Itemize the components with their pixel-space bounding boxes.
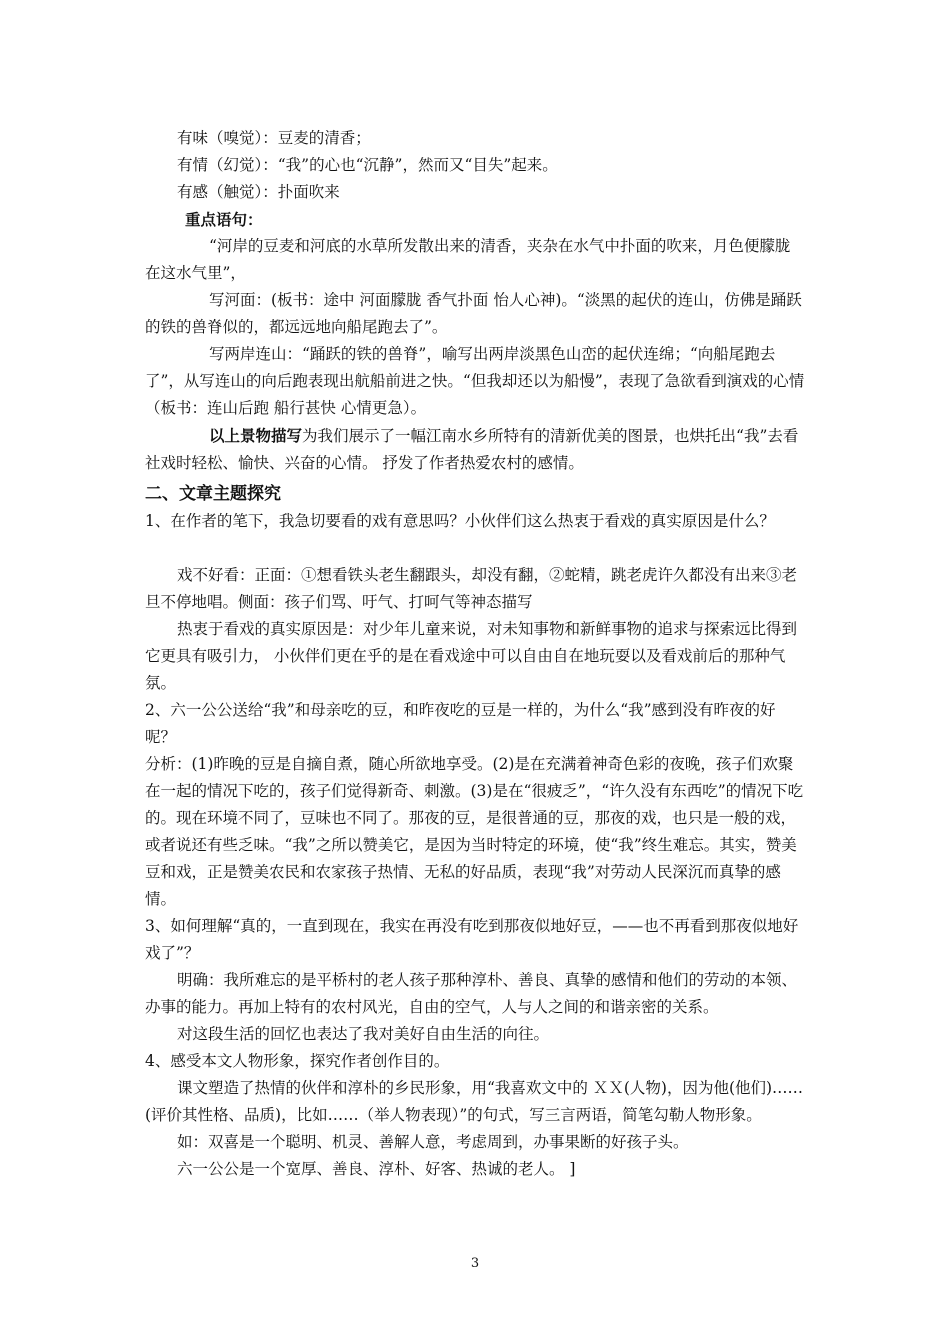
question-2: 2、六一公公送给“我”和母亲吃的豆，和昨夜吃的豆是一样的，为什么“我”感到没有昨夜的好呢？ xyxy=(145,701,776,746)
question-3: 3、如何理解“真的，一直到现在，我实在再没有吃到那夜似地好豆，——也不再看到那夜似地好戏了”？ xyxy=(145,917,799,962)
mountain-paragraph: 写两岸连山：“踊跃的铁的兽脊”，喻写出两岸淡黑色山峦的起伏连绵；“向船尾跑去了”，从写连山的向后跑表现出航船前进之快。“但我却还以为船慢”，表现了急欲看到演戏的心情（板书：连山后跑 船行甚快 心情更急）。 xyxy=(145,345,805,417)
answer-1-paragraph-1: 戏不好看：正面：①想看铁头老生翻跟头，却没有翻，②蛇精，跳老虎许久都没有出来③老旦不停地唱。侧面：孩子们骂、吁气、打呵气等神态描写 xyxy=(145,566,798,611)
page-number: 3 xyxy=(470,1256,480,1271)
answer-3-paragraph-1: 明确：我所难忘的是平桥村的老人孩子那种淳朴、善良、真挚的感情和他们的劳动的本领、办事的能力。再加上特有的农村风光，自由的空气，人与人之间的和谐亲密的关系。 xyxy=(145,971,798,1016)
quote-paragraph: “河岸的豆麦和河底的水草所发散出来的清香，夹杂在水气中扑面的吹来，月色便朦胧在这水气里”， xyxy=(145,237,791,282)
answer-4-paragraph-2: 如：双喜是一个聪明、机灵、善解人意，考虑周到，办事果断的好孩子头。 xyxy=(177,1133,689,1151)
scenery-bold-text: 以上景物描写 xyxy=(209,426,303,445)
river-paragraph: 写河面：(板书：途中 河面朦胧 香气扑面 怡人心神)。“淡黑的起伏的连山，仿佛是踊跃的铁的兽脊似的，都远远地向船尾跑去了”。 xyxy=(145,291,802,336)
section-heading: 二、文章主题探究 xyxy=(145,484,281,504)
scenery-text: 为我们展示了一幅江南水乡所特有的清新优美的图景，也烘托出“我”去看社戏时轻松、愉快、兴奋的心情。 抒发了作者热爱农村的感情。 xyxy=(145,427,799,472)
answer-1-paragraph-2: 热衷于看戏的真实原因是：对少年儿童来说，对未知事物和新鲜事物的追求与探索远比得到它更具有吸引力， 小伙伴们更在乎的是在看戏途中可以自由自在地玩耍以及看戏前后的那种气氛。 xyxy=(145,620,798,692)
answer-3-paragraph-2: 对这段生活的回忆也表达了我对美好自由生活的向往。 xyxy=(177,1025,550,1043)
sense-illusion-line: 有情（幻觉）：“我”的心也“沉静”，然而又“目失”起来。 xyxy=(177,156,558,174)
answer-2: 分析：(1)昨晚的豆是自摘自煮，随心所欲地享受。(2)是在充满着神奇色彩的夜晚，孩子们欢聚在一起的情况下吃的，孩子们觉得新奇、刺激。(3)是在“很疲乏”，“许久没有东西吃”的情况下吃的。现在环境不同了，豆味也不同了。那夜的豆，是很普通的豆，那夜的戏，也只是一般的戏，或者说还有些乏味。“我”之所以赞美它，是因为当时特定的环境，使“我”终生难忘。其实，赞美豆和戏，正是赞美农民和农家孩子热情、无私的好品质，表现“我”对劳动人民深沉而真挚的感情。 xyxy=(145,755,804,908)
answer-4-paragraph-1: 课文塑造了热情的伙伴和淳朴的乡民形象，用“我喜欢文中的 ＸＸ(人物)，因为他(他们)……(评价其性格、品质)，比如……（举人物表现）”的句式，写三言两语，简笔勾勒人物形象。 xyxy=(145,1079,804,1124)
sense-smell-line: 有味（嗅觉）：豆麦的清香； xyxy=(177,129,371,147)
question-1: 1、在作者的笔下，我急切要看的戏有意思吗？小伙伴们这么热衷于看戏的真实原因是什么？ xyxy=(145,512,775,530)
page-content xyxy=(145,125,805,1183)
question-4: 4、感受本文人物形象，探究作者创作目的。 xyxy=(145,1052,450,1070)
answer-4-paragraph-3: 六一公公是一个宽厚、善良、淳朴、好客、热诚的老人。 ] xyxy=(177,1160,576,1178)
keypoint-title: 重点语句： xyxy=(185,210,263,229)
scenery-paragraph xyxy=(145,422,805,477)
blank-gap xyxy=(145,535,805,562)
sense-touch-line: 有感（触觉）：扑面吹来 xyxy=(177,183,340,201)
